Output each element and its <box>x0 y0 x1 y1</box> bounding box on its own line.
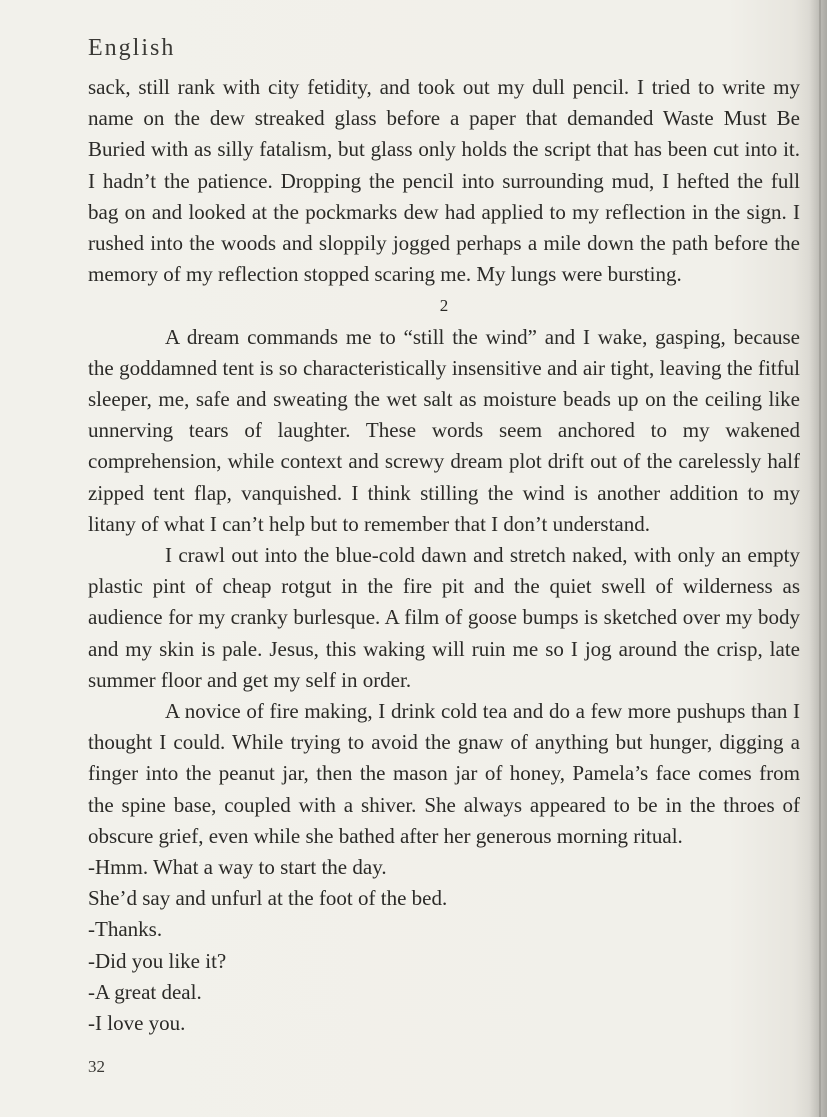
page-body <box>88 72 800 1039</box>
opening-paragraph: sack, still rank with city fetidity, and took out my dull pencil. I tried to write my name on the dew streaked glass before a paper that demanded Waste Must Be Buried with as silly fatalism, but glass only holds the script that has been cut into it. I hadn’t the patience. Dropping the pencil into surrounding mud, I hefted the full bag on and looked at the pockmarks dew had applied to my reflection in the sign. I rushed into the woods and sloppily jogged perhaps a mile down the path before the memory of my reflection stopped scaring me. My lungs were bursting. <box>88 75 800 287</box>
section-number: 2 <box>439 296 449 316</box>
paragraph-dawn: I crawl out into the blue-cold dawn and stretch naked, with only an empty plastic pint of cheap rotgut in the fire pit and the quiet swell of wilderness as audience for my cranky burlesque. A film of goose bumps is sketched over my body and my skin is pale. Jesus, this waking will ruin me so I jog around the crisp, late summer floor and get my self in order. <box>88 543 800 692</box>
page-number: 32 <box>88 1057 105 1076</box>
dialogue-line: -I love you. <box>88 1011 186 1036</box>
paragraph-dream: A dream commands me to “still the wind” and I wake, gasping, because the goddamned tent is so characteristically insensitive and air tight, leaving the fitful sleeper, me, safe and sweating the wet salt as moisture beads up on the ceiling like unnerving tears of laughter. These words seem anchored to my wakened comprehension, while context and screwy dream plot drift out of the carelessly half zipped tent flap, vanquished. I think stilling the wind is another addition to my litany of what I can’t help but to remember that I don’t understand. <box>88 324 800 536</box>
dialogue-line: -Did you like it? <box>88 948 227 973</box>
dialogue-line: -Thanks. <box>88 917 163 942</box>
spine-shadow <box>809 0 827 1117</box>
dialogue-line: -A great deal. <box>88 979 202 1004</box>
dialogue-line: She’d say and unfurl at the foot of the bed. <box>88 886 448 911</box>
paragraph-fire: A novice of fire making, I drink cold tea and do a few more pushups than I thought I could. While trying to avoid the gnaw of anything but hunger, digging a finger into the peanut jar, then the mason jar of honey, Pamela’s face comes from the spine base, coupled with a shiver. She always appeared to be in the throes of obscure grief, even while she bathed after her generous morning ritual. <box>88 699 800 848</box>
running-header: English <box>88 35 176 61</box>
dialogue-line: -Hmm. What a way to start the day. <box>88 855 387 880</box>
